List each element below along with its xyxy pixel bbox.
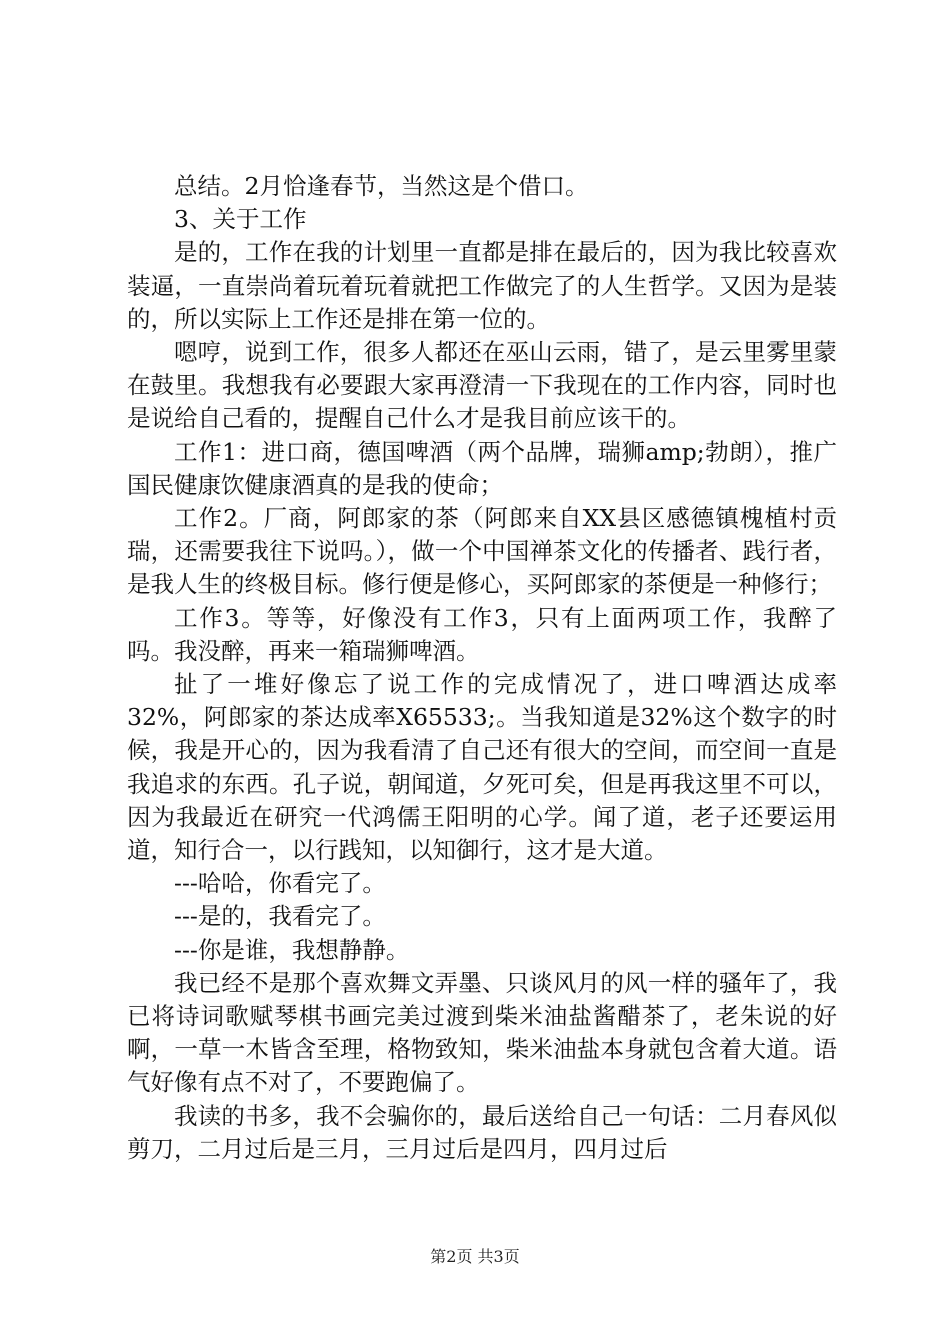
page-footer (0, 1244, 950, 1267)
dialogue-line: ---你是谁，我想静静。 (174, 935, 410, 964)
paragraph: 我已经不是那个喜欢舞文弄墨、只谈风月的风一样的骚年了，我已将诗词歌赋琴棋书画完美过渡到柴米油盐酱醋茶了，老朱说的好啊，一草一木皆含至理，格物致知，柴米油盐本身就包含着大道。语气好像有点不对了，不要跑偏了。 (127, 968, 837, 1097)
dialogue-line: ---哈哈，你看完了。 (174, 869, 386, 898)
paragraph: 工作1：进口商，德国啤酒（两个品牌，瑞狮amp;勃朗），推广国民健康饮健康酒真的是我的使命； (127, 437, 837, 499)
section-heading: 3、关于工作 (174, 205, 307, 234)
paragraph: 是的，工作在我的计划里一直都是排在最后的，因为我比较喜欢装逼，一直崇尚着玩着玩着就把工作做完了的人生哲学。又因为是装的，所以实际上工作还是排在第一位的。 (127, 238, 837, 333)
paragraph: 我读的书多，我不会骗你的，最后送给自己一句话：二月春风似剪刀，二月过后是三月，三月过后是四月，四月过后 (127, 1101, 837, 1163)
paragraph: 总结。2月恰逢春节，当然这是个借口。 (174, 172, 589, 200)
dialogue-line: ---是的，我看完了。 (174, 902, 386, 931)
paragraph: 嗯哼，说到工作，很多人都还在巫山云雨，错了，是云里雾里蒙在鼓里。我想我有必要跟大家再澄清一下我现在的工作内容，同时也是说给自己看的，提醒自己什么才是我目前应该干的。 (127, 338, 837, 433)
paragraph: 工作3。等等，好像没有工作3，只有上面两项工作，我醉了吗。我没醉，再来一箱瑞狮啤酒。 (127, 603, 837, 665)
paragraph: 工作2。厂商，阿郎家的茶（阿郎来自XX县区感德镇槐植村贡瑞，还需要我往下说吗。），做一个中国禅茶文化的传播者、践行者，是我人生的终极目标。修行便是修心，买阿郎家的茶便是一种修行； (127, 504, 837, 599)
document-body (127, 170, 837, 1166)
paragraph: 扯了一堆好像忘了说工作的完成情况了，进口啤酒达成率32%，阿郎家的茶达成率X65533;。当我知道是32%这个数字的时候，我是开心的，因为我看清了自己还有很大的空间，而空间一直是我追求的东西。孔子说，朝闻道，夕死可矣，但是再我这里不可以，因为我最近在研究一代鸿儒王阳明的心学。闻了道，老子还要运用道，知行合一，以行践知，以知御行，这才是大道。 (127, 670, 837, 865)
page-total: 共3页 (477, 1247, 520, 1266)
page-number: 第2页 (430, 1247, 473, 1266)
